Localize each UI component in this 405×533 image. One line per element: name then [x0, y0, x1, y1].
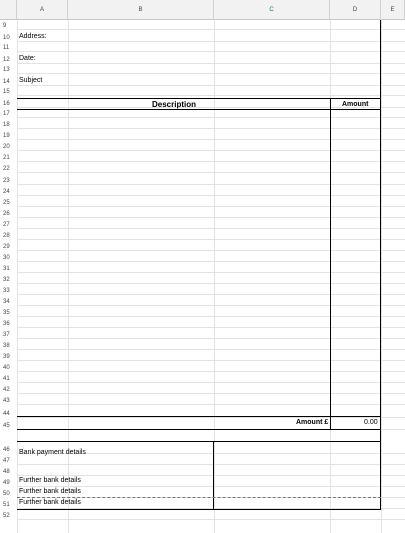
row-number[interactable]: 47 — [3, 458, 10, 464]
sheet-row[interactable] — [0, 394, 405, 405]
row-number[interactable]: 42 — [3, 387, 10, 393]
row-number[interactable]: 26 — [3, 211, 10, 217]
column-header-e[interactable]: E — [381, 0, 405, 20]
row-number[interactable]: 46 — [3, 447, 10, 453]
bank-payment-label: Bank payment details — [19, 449, 86, 456]
amount-total-label: Amount £ — [296, 419, 329, 426]
sheet-row[interactable] — [0, 151, 405, 162]
row-number[interactable]: 48 — [3, 469, 10, 475]
row-number[interactable]: 27 — [3, 222, 10, 228]
row-number[interactable]: 30 — [3, 255, 10, 261]
description-header-border — [17, 109, 381, 110]
row-number[interactable]: 37 — [3, 332, 10, 338]
bank-top-border — [17, 441, 381, 442]
sheet-row[interactable] — [0, 240, 405, 251]
sheet-row[interactable] — [0, 20, 405, 30]
sheet-row[interactable] — [0, 465, 405, 476]
sheet-row[interactable] — [0, 64, 405, 74]
sheet-row[interactable] — [0, 350, 405, 361]
row-number[interactable]: 22 — [3, 166, 10, 172]
column-header-a[interactable]: A — [17, 0, 68, 20]
row-number[interactable]: 36 — [3, 321, 10, 327]
sheet-row[interactable] — [0, 162, 405, 173]
row-number[interactable]: 20 — [3, 144, 10, 150]
sheet-row[interactable] — [0, 218, 405, 229]
further-bank-label-2: Further bank details — [19, 488, 81, 495]
sheet-row[interactable] — [0, 140, 405, 151]
total-bottom-border — [17, 429, 381, 430]
row-number[interactable]: 15 — [3, 89, 10, 95]
row-number[interactable]: 23 — [3, 178, 10, 184]
column-header-d[interactable]: D — [330, 0, 381, 20]
gridline-horizontal — [17, 519, 405, 520]
form-border-right — [380, 20, 381, 510]
row-number[interactable]: 41 — [3, 376, 10, 382]
row-number[interactable]: 16 — [3, 101, 10, 107]
address-label: Address: — [19, 33, 47, 40]
sheet-row[interactable] — [0, 173, 405, 185]
sheet-row[interactable] — [0, 74, 405, 86]
column-header-c[interactable]: C — [214, 0, 330, 20]
sheet-row[interactable] — [0, 509, 405, 520]
row-number[interactable]: 44 — [3, 411, 10, 417]
sheet-row[interactable] — [0, 30, 405, 42]
sheet-row[interactable] — [0, 383, 405, 394]
sheet-row[interactable] — [0, 361, 405, 372]
row-number[interactable]: 38 — [3, 343, 10, 349]
sheet-row[interactable] — [0, 42, 405, 52]
row-number[interactable]: 12 — [3, 57, 10, 63]
sheet-row[interactable] — [0, 328, 405, 339]
row-number[interactable]: 32 — [3, 277, 10, 283]
sheet-row[interactable] — [0, 52, 405, 64]
row-number[interactable]: 19 — [3, 133, 10, 139]
sheet-row[interactable] — [0, 295, 405, 306]
row-number[interactable]: 11 — [3, 45, 10, 51]
row-number[interactable]: 31 — [3, 266, 10, 272]
sheet-row[interactable] — [0, 372, 405, 383]
row-number[interactable]: 14 — [3, 79, 10, 85]
sheet-row[interactable] — [0, 306, 405, 317]
row-number[interactable]: 21 — [3, 155, 10, 161]
row-number[interactable]: 17 — [3, 111, 10, 117]
further-bank-label-1: Further bank details — [19, 477, 81, 484]
description-top-border — [17, 98, 381, 99]
row-number[interactable]: 40 — [3, 365, 10, 371]
column-header-b[interactable]: B — [68, 0, 214, 20]
row-number[interactable]: 33 — [3, 288, 10, 294]
sheet-row[interactable] — [0, 273, 405, 284]
total-top-border — [17, 416, 381, 417]
sheet-row[interactable] — [0, 207, 405, 218]
row-number[interactable]: 43 — [3, 398, 10, 404]
sheet-row[interactable] — [0, 251, 405, 262]
row-number[interactable]: 35 — [3, 310, 10, 316]
sheet-row[interactable] — [0, 229, 405, 240]
row-number[interactable]: 18 — [3, 122, 10, 128]
row-number[interactable]: 51 — [3, 502, 10, 508]
select-all-corner[interactable] — [0, 0, 17, 20]
sheet-row[interactable] — [0, 185, 405, 196]
row-number[interactable]: 24 — [3, 189, 10, 195]
sheet-row[interactable] — [0, 118, 405, 129]
row-number[interactable]: 34 — [3, 299, 10, 305]
date-label: Date: — [19, 55, 36, 62]
subject-label: Subject — [19, 77, 43, 84]
amount-column-border — [330, 98, 331, 430]
row-number[interactable]: 52 — [3, 513, 10, 519]
row-number[interactable]: 50 — [3, 491, 10, 497]
row-number[interactable]: 45 — [3, 423, 10, 429]
row-number[interactable]: 9 — [3, 23, 7, 29]
sheet-row[interactable] — [0, 196, 405, 207]
row-number[interactable]: 29 — [3, 244, 10, 250]
bank-divider — [213, 441, 214, 510]
description-header: Description — [152, 100, 197, 109]
row-number[interactable]: 25 — [3, 200, 10, 206]
bank-bottom-border — [17, 509, 381, 510]
row-number[interactable]: 10 — [3, 35, 10, 41]
sheet-row[interactable] — [0, 339, 405, 350]
amount-total-value[interactable]: 0.00 — [364, 419, 378, 426]
row-number[interactable]: 49 — [3, 480, 10, 486]
further-bank-label-3: Further bank details — [19, 499, 81, 506]
row-number[interactable]: 28 — [3, 233, 10, 239]
sheet-row[interactable] — [0, 86, 405, 96]
sheet-row[interactable] — [0, 284, 405, 295]
bank-dashed-line — [17, 497, 381, 498]
sheet-row[interactable] — [0, 262, 405, 273]
row-number[interactable]: 39 — [3, 354, 10, 360]
sheet-row[interactable] — [0, 129, 405, 140]
amount-header: Amount — [342, 101, 369, 108]
sheet-row[interactable] — [0, 317, 405, 328]
row-number[interactable]: 13 — [3, 67, 10, 73]
